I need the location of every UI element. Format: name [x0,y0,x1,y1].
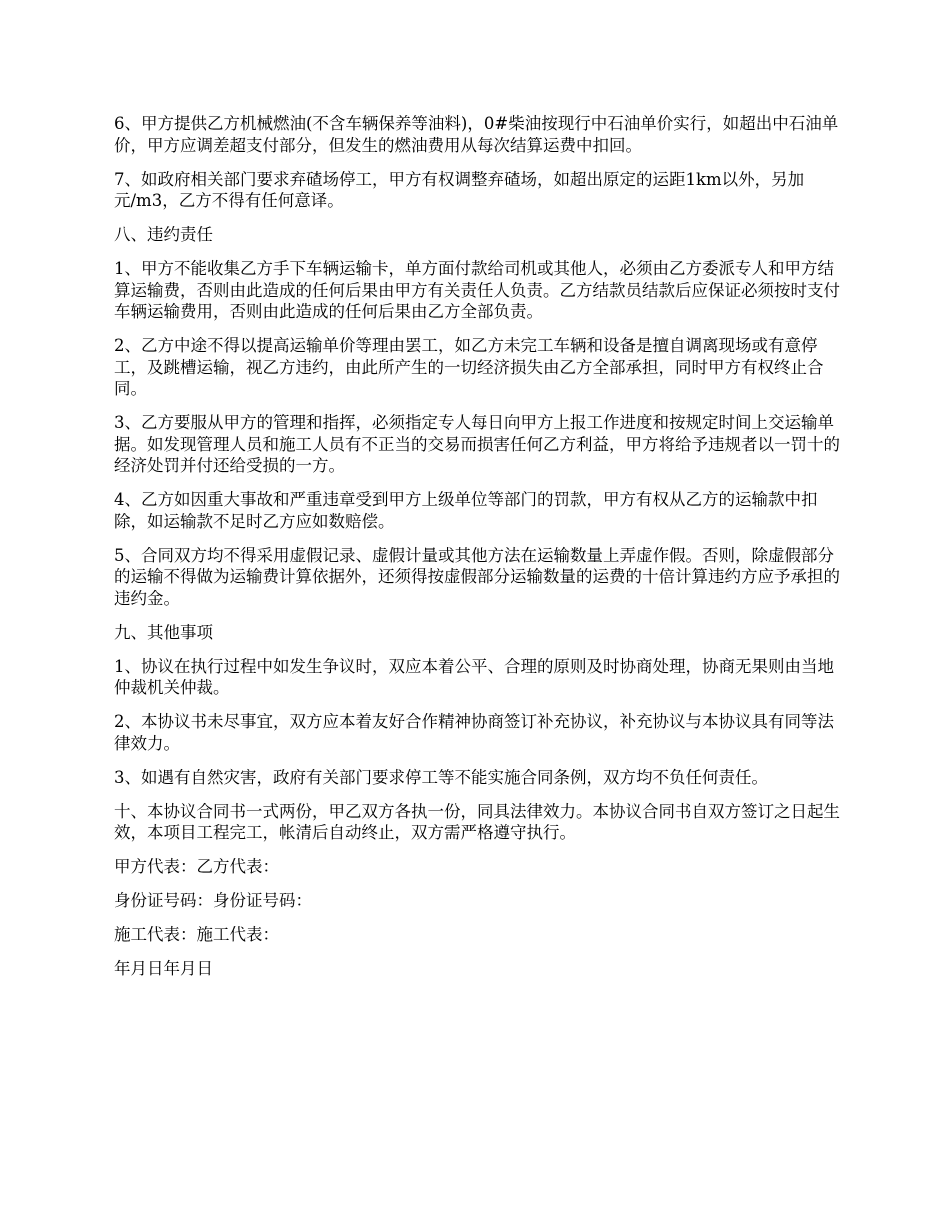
signature-id-numbers: 身份证号码：身份证号码： [114,891,312,910]
other-clause-3: 3、如遇有自然灾害，政府有关部门要求停工等不能实施合同条例，双方均不负任何责任。 [114,767,768,787]
other-clause-1: 1、协议在执行过程中如发生争议时，双应本着公平、合理的原则及时协商处理，协商无果则由当地仲裁机关仲裁。 [114,656,834,697]
document-page [114,113,844,992]
section-ten-validity: 十、本协议合同书一式两份，甲乙双方各执一份，同具法律效力。本协议合同书自双方签订之日起生效，本项目工程完工，帐清后自动终止，双方需严格遵守执行。 [114,801,840,842]
breach-clause-5: 5、合同双方均不得采用虚假记录、虚假计量或其他方法在运输数量上弄虚作假。否则，除虚假部分的运输不得做为运输费计算依据外，还须得按虚假部分运输数量的运费的十倍计算违约方应予承担的违约金。 [114,545,840,608]
other-clause-2: 2、本协议书未尽事宜，双方应本着友好合作精神协商签订补充协议，补充协议与本协议具有同等法律效力。 [114,712,834,753]
signature-representatives: 甲方代表：乙方代表： [114,857,279,876]
section-heading-other: 九、其他事项 [114,622,213,642]
clause-7-dump-site: 7、如政府相关部门要求弃碴场停工，甲方有权调整弃碴场，如超出原定的运距1km以外，另加元/m3，乙方不得有任何意译。 [114,169,805,210]
section-heading-breach: 八、违约责任 [114,225,213,244]
breach-clause-2: 2、乙方中途不得以提高运输单价等理由罢工，如乙方未完工车辆和设备是擅自调离现场或有意停工，及跳槽运输，视乙方违约，由此所产生的一切经济损失由乙方全部承担，同时甲方有权终止合同。 [114,336,824,398]
breach-clause-1: 1、甲方不能收集乙方手下车辆运输卡，单方面付款给司机或其他人，必须由乙方委派专人和甲方结算运输费，否则由此造成的任何后果由甲方有关责任人负责。乙方结款员结款后应保证必须按时支付车辆运输费用，否则由此造成的任何后果由乙方全部负责。 [114,259,840,321]
breach-clause-4: 4、乙方如因重大事故和严重违章受到甲方上级单位等部门的罚款，甲方有权从乙方的运输款中扣除，如运输款不足时乙方应如数赔偿。 [114,490,818,531]
clause-6-fuel: 6、甲方提供乙方机械燃油(不含车辆保养等油料)，0#柴油按现行中石油单价实行，如超出中石油单价，甲方应调差超支付部分，但发生的燃油费用从每次结算运费中扣回。 [114,114,839,155]
signature-dates: 年月日年月日 [114,959,213,978]
signature-construction-reps: 施工代表：施工代表： [114,925,279,944]
breach-clause-3: 3、乙方要服从甲方的管理和指挥，必须指定专人每日向甲方上报工作进度和按规定时间上交运输单据。如发现管理人员和施工人员有不正当的交易而损害任何乙方利益，甲方将给予违规者以一罚十的经济处罚并付还给受损的一方。 [114,413,840,475]
